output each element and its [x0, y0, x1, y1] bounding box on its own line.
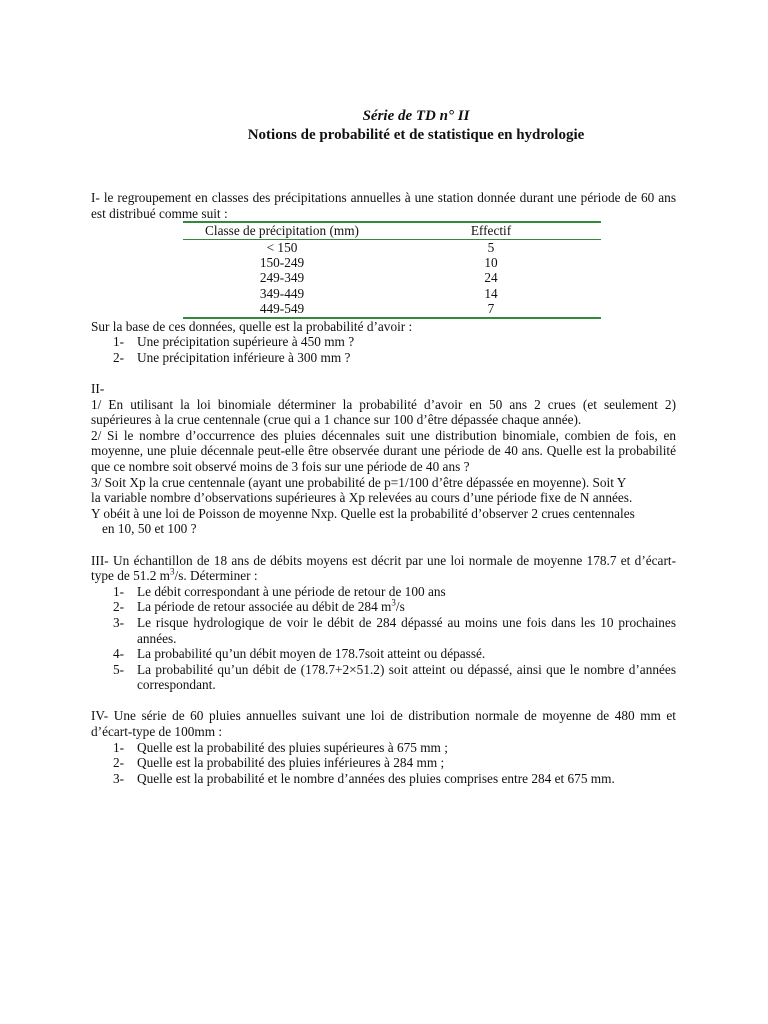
- section4-list: [91, 740, 676, 787]
- table-cell-class: 150-249: [259, 255, 305, 270]
- list-item: [91, 350, 676, 366]
- section2-question1: 1/ En utilisant la loi binomiale déterminer la probabilité d’avoir en 50 ans 2 crues (et seulement 2) supérieures à la crue centennale (crue qui a 1 chance sur 100 d’être dépassée chaque année).: [91, 396, 676, 428]
- table-cell-count: 14: [484, 285, 498, 301]
- list-item-text: Quelle est la probabilité des pluies supérieures à 675 mm ;: [137, 739, 448, 755]
- table-header-row: [183, 222, 601, 239]
- table-cell-class: 349-449: [259, 285, 305, 301]
- table-row: [183, 286, 601, 301]
- list-item-text: Quelle est la probabilité des pluies inférieures à 284 mm ;: [137, 755, 445, 771]
- list-item: [91, 599, 676, 615]
- list-item-number: 1-: [113, 334, 125, 350]
- list-item: [91, 755, 676, 771]
- table-row: [183, 270, 601, 285]
- section4-intro: IV- Une série de 60 pluies annuelles suivant une loi de distribution normale de moyenne de 480 mm et d’écart-type de 100mm :: [91, 708, 676, 740]
- section1-intro: I- le regroupement en classes des précipitations annuelles à une station donnée durant une période de 60 ans est distribué comme suit :: [91, 190, 676, 221]
- section2-question3-line: 3/ Soit Xp la crue centennale (ayant une probabilité de p=1/100 d’être dépassée en moyenne). Soit Y: [91, 474, 627, 490]
- table-cell-count: 10: [484, 255, 498, 270]
- list-item-number: 1-: [113, 739, 125, 755]
- section3-intro-text: III- Un échantillon de 18 ans de débits moyens est décrit par une loi normale de moyenne 178.7 et d’écart-type de 51.2 m: [91, 552, 676, 584]
- table-cell-class: 449-549: [259, 301, 305, 317]
- document-body: [91, 190, 676, 786]
- table-cell-class: 249-349: [259, 270, 305, 286]
- section3-intro-tail: /s. Déterminer :: [174, 568, 258, 584]
- document-subtitle: Notions de probabilité et de statistique en hydrologie: [247, 127, 585, 143]
- list-item-number: 1-: [113, 583, 125, 599]
- series-title: Série de TD n° II: [362, 108, 470, 124]
- superscript: 3: [170, 566, 175, 577]
- table-row: [183, 255, 601, 270]
- list-item: [91, 771, 676, 787]
- table-header-class: Classe de précipitation (mm): [205, 223, 359, 239]
- list-item-number: 2-: [113, 755, 125, 771]
- table-cell-count: 5: [487, 239, 495, 255]
- section2-heading: II-: [91, 381, 105, 396]
- list-item: [91, 334, 676, 350]
- section1-list: [91, 334, 676, 365]
- list-item-text-wrap: [137, 599, 676, 615]
- superscript: 3: [391, 597, 396, 608]
- list-item-number: 5-: [113, 661, 125, 677]
- section2-question3: [91, 475, 676, 537]
- list-item: [91, 584, 676, 600]
- list-item-text: La période de retour associée au débit de 284 m: [137, 599, 392, 615]
- list-item-text: Le risque hydrologique de voir le débit de 284 dépassé au moins une fois dans les 10 prochaines années.: [137, 614, 676, 646]
- section2-question3-line: en 10, 50 et 100 ?: [102, 521, 197, 537]
- section3-list: [91, 584, 676, 693]
- section2-question3-line: la variable nombre d’observations supérieures à Xp relevées au cours d’une période fixe de N années.: [91, 490, 633, 506]
- list-item-number: 3-: [113, 770, 125, 786]
- list-item-number: 2-: [113, 599, 125, 615]
- list-item-number: 4-: [113, 646, 125, 662]
- list-item-text: La probabilité qu’un débit moyen de 178.7soit atteint ou dépassé.: [137, 646, 486, 662]
- section3-intro: [91, 553, 676, 584]
- table-cell-count: 24: [484, 270, 498, 286]
- list-item: [91, 615, 676, 646]
- section1-question: Sur la base de ces données, quelle est la probabilité d’avoir :: [91, 318, 413, 334]
- table-cell-count: 7: [487, 301, 495, 317]
- list-item-text-tail: /s: [395, 599, 405, 615]
- list-item-text: Une précipitation supérieure à 450 mm ?: [137, 334, 355, 350]
- list-item: [91, 646, 676, 662]
- list-item-text: La probabilité qu’un débit de (178.7+2×51.2) soit atteint ou dépassé, ainsi que le nombre d’années correspondant.: [137, 661, 676, 693]
- list-item-number: 3-: [113, 614, 125, 630]
- list-item-text: Une précipitation inférieure à 300 mm ?: [137, 349, 351, 365]
- table-row: [183, 239, 601, 255]
- precipitation-table: [183, 221, 601, 318]
- list-item-text: Quelle est la probabilité et le nombre d’années des pluies comprises entre 284 et 675 mm.: [137, 770, 615, 786]
- title-block: [0, 107, 768, 145]
- list-item-text: Le débit correspondant à une période de retour de 100 ans: [137, 583, 446, 599]
- list-item: [91, 740, 676, 756]
- list-item-number: 2-: [113, 349, 125, 365]
- list-item: [91, 662, 676, 693]
- table-header-count: Effectif: [470, 223, 512, 239]
- section2-question2: 2/ Si le nombre d’occurrence des pluies décennales suit une distribution binomiale, combien de fois, en moyenne, une pluie décennale peut-elle être observée durant une période de 40 ans. Quelle est la probabilité que ce nombre soit observé moins de 3 fois sur une période de 40 ans ?: [91, 427, 676, 474]
- section2-question3-line: Y obéit à une loi de Poisson de moyenne Nxp. Quelle est la probabilité d’observer 2 crues centennales: [91, 505, 635, 521]
- table-row: [183, 301, 601, 317]
- table-cell-class: < 150: [266, 239, 298, 255]
